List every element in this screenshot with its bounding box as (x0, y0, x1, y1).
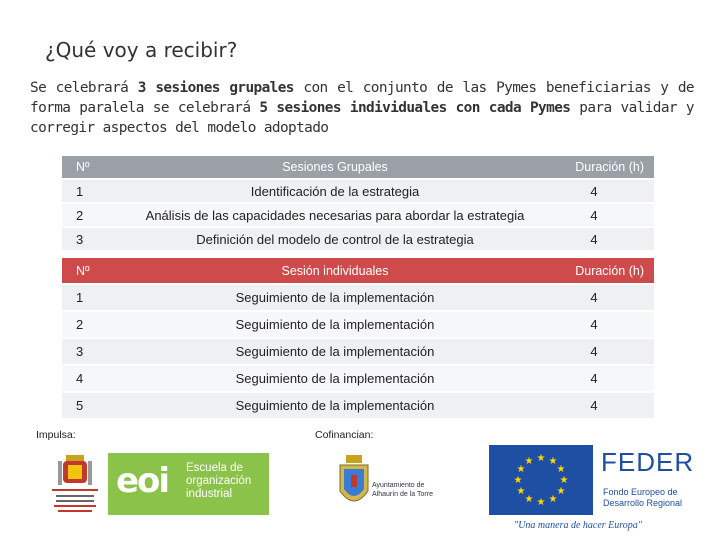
row-session: Seguimiento de la implementación (136, 393, 534, 418)
svg-text:★: ★ (548, 456, 558, 467)
row-duration: 4 (534, 339, 654, 364)
header-session: Sesión individuales (136, 258, 534, 283)
row-number: 5 (62, 393, 136, 418)
row-duration: 4 (534, 180, 654, 202)
svg-text:★: ★ (516, 486, 526, 497)
svg-text:★: ★ (513, 475, 523, 486)
row-number: 4 (62, 366, 136, 391)
header-duration: Duración (h) (534, 156, 654, 178)
svg-text:★: ★ (516, 464, 526, 475)
header-duration: Duración (h) (534, 258, 654, 283)
cofinancian-label: Cofinancian: (315, 429, 374, 441)
row-number: 1 (62, 180, 136, 202)
row-session: Identificación de la estrategia (136, 180, 534, 202)
table-row (62, 180, 654, 202)
intro-bold-1: 3 sesiones grupales (137, 80, 294, 96)
row-session: Seguimiento de la implementación (136, 339, 534, 364)
intro-text-2: con el conjunto de las Pymes beneficiarias y de forma paralela se celebrará (30, 80, 694, 116)
intro-text-1: Se celebrará (30, 80, 138, 96)
svg-text:★: ★ (556, 486, 566, 497)
eu-flag-icon (489, 445, 593, 515)
gobierno-espana-logo (46, 453, 104, 515)
row-session: Análisis de las capacidades necesarias para abordar la estrategia (136, 204, 534, 226)
feder-name: FEDER (601, 447, 695, 477)
row-duration: 4 (534, 228, 654, 250)
row-number: 1 (62, 285, 136, 310)
table-row (62, 393, 654, 418)
ayuntamiento-text: Ayuntamiento de Alhaurín de la Torre (372, 482, 433, 498)
row-number: 3 (62, 339, 136, 364)
row-duration: 4 (534, 285, 654, 310)
header-number: Nº (62, 156, 136, 178)
row-number: 3 (62, 228, 136, 250)
table-row (62, 366, 654, 391)
row-session: Seguimiento de la implementación (136, 312, 534, 337)
table-row (62, 228, 654, 250)
individual-sessions-table (62, 256, 654, 420)
svg-text:★: ★ (536, 497, 546, 508)
row-number: 2 (62, 204, 136, 226)
row-duration: 4 (534, 204, 654, 226)
table-row (62, 312, 654, 337)
eu-stars-icon (489, 445, 593, 515)
table-row (62, 204, 654, 226)
municipal-shield-icon (336, 453, 372, 513)
coat-of-arms-icon (46, 453, 104, 515)
table-row (62, 339, 654, 364)
row-session: Definición del modelo de control de la estrategia (136, 228, 534, 250)
row-session: Seguimiento de la implementación (136, 366, 534, 391)
intro-bold-2: 5 sesiones individuales con cada Pymes (259, 100, 571, 116)
intro-paragraph (30, 78, 694, 138)
header-number: Nº (62, 258, 136, 283)
eoi-logo-mark: eoi (116, 461, 169, 501)
eoi-logo-text: Escuela de organización industrial (186, 462, 252, 500)
ayuntamiento-logo (332, 453, 450, 513)
row-duration: 4 (534, 393, 654, 418)
row-duration: 4 (534, 366, 654, 391)
intro-text-3: para validar y corregir aspectos del modelo adoptado (30, 100, 694, 136)
table-header-row (62, 156, 654, 178)
header-session: Sesiones Grupales (136, 156, 534, 178)
eoi-logo (108, 453, 269, 515)
svg-text:★: ★ (559, 475, 569, 486)
svg-text:★: ★ (536, 453, 546, 464)
feder-slogan: "Una manera de hacer Europa" (514, 520, 643, 531)
svg-text:★: ★ (548, 494, 558, 505)
table-row (62, 285, 654, 310)
group-sessions-table (62, 154, 654, 252)
row-number: 2 (62, 312, 136, 337)
svg-text:★: ★ (524, 456, 534, 467)
svg-text:★: ★ (524, 494, 534, 505)
table-header-row (62, 258, 654, 283)
impulsa-label: Impulsa: (36, 429, 76, 441)
feder-subtitle: Fondo Europeo de Desarrollo Regional (603, 487, 683, 508)
row-duration: 4 (534, 312, 654, 337)
row-session: Seguimiento de la implementación (136, 285, 534, 310)
slide-title: ¿Qué voy a recibir? (45, 38, 238, 62)
svg-text:★: ★ (556, 464, 566, 475)
feder-logo (489, 445, 697, 515)
